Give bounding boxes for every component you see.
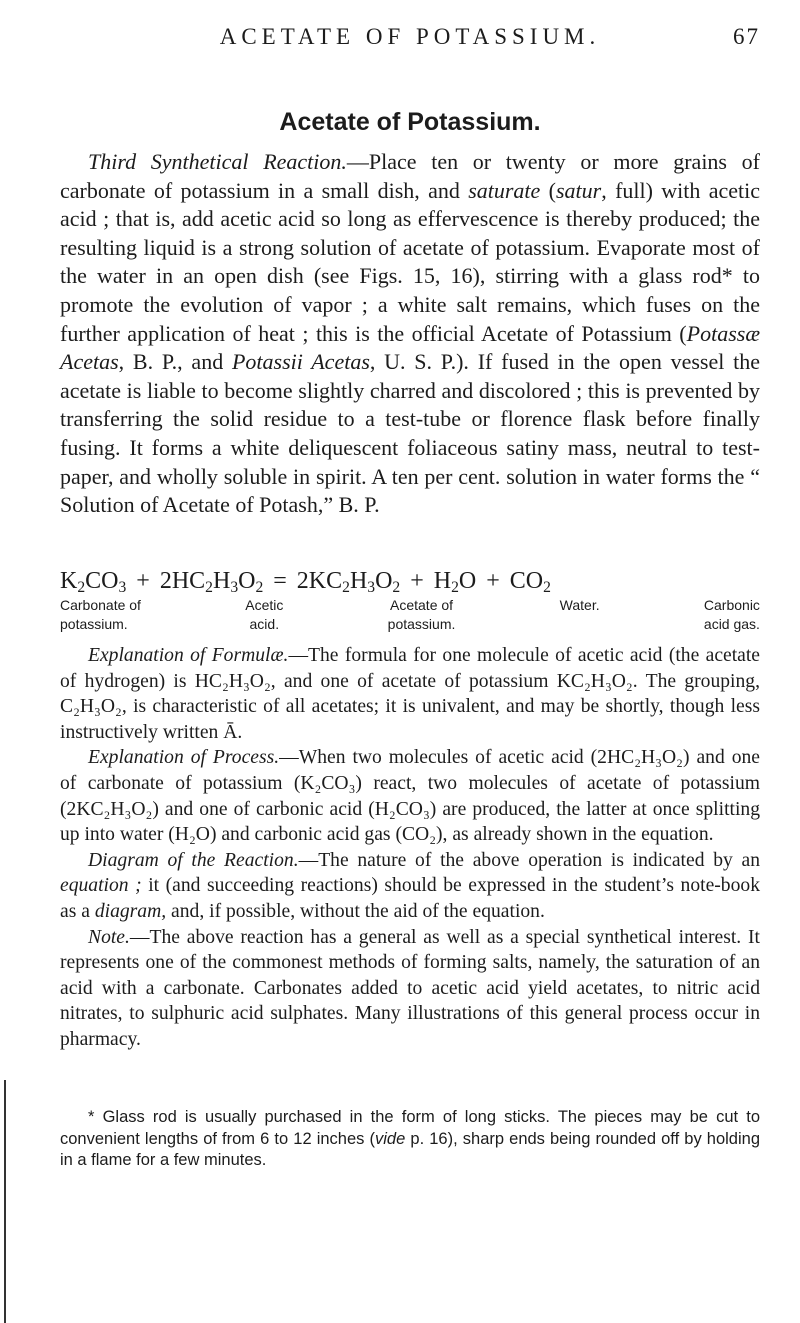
equation-operator: + — [136, 568, 150, 594]
paragraph-formulae: Explanation of Formulæ.—The formula for one molecule of acetic acid (the acetate of hydrogen) is HC₂H₃O₂, and one of acetate of potassium KC₂H₃O₂. The grouping, C₂H₃O₂, is characteristic of all acetates; it is univalent, and may be shortly, though less instructively written Ā. — [60, 645, 760, 743]
chemical-equation — [60, 566, 760, 634]
equation-term: $2HC_2H_3O_2$ — [159, 568, 264, 596]
explanation-section — [60, 643, 760, 1053]
equation-operator: + — [410, 568, 424, 594]
paragraph-lead: Note. — [88, 926, 130, 948]
equation-term: $H_2O$ — [433, 568, 477, 596]
equation-term: $2KC_2H_3O_2$ — [296, 568, 401, 596]
equation-line — [60, 566, 760, 596]
page-edge-shadow — [4, 1080, 6, 1323]
equation-operator: = — [273, 568, 287, 594]
equation-label: Carbonate of potassium. — [60, 597, 141, 632]
paragraph-process: Explanation of Process.—When two molecules of acetic acid (2HC₂H₃O₂) and one of carbonate of potassium (K₂CO₃) react, two molecules of acetate of potassium (2KC₂H₃O₂) and one of carbonic acid (H₂CO₃) are produced, the latter at once splitting up into water (H₂O) and carbonic acid gas (CO₂), as already shown in the equation. — [60, 747, 760, 846]
intro-section — [60, 148, 760, 520]
equation-labels — [60, 596, 760, 634]
paragraph-diagram: Diagram of the Reaction.—The nature of the above operation is indicated by an equation ; it (and succeeding reactions) should be expressed in the student’s note-book as a diagram, and, if possible, without the aid of the equation. — [60, 849, 761, 922]
footnote — [60, 1107, 760, 1172]
footnote-text: * Glass rod is usually purchased in the form of long sticks. The pieces may be cut to convenient lengths of from 6 to 12 inches (vide p. 16), sharp ends being rounded off by holding in a flame for a few minutes. — [60, 1108, 760, 1169]
paragraph-lead: Explanation of Formulæ. — [88, 645, 289, 666]
equation-label: Carbonic acid gas. — [703, 597, 760, 632]
equation-term: $CO_2$ — [509, 568, 551, 596]
paragraph-synthetical-reaction: Third Synthetical Reaction.—Place ten or twenty or more grains of carbonate of potassium in a small dish, and saturate (satur, full) with acetic acid ; that is, add acetic acid so long as effervescence is thereby produced; the resulting liquid is a strong solution of acetate of potassium. Evaporate most of the water in an open dish (see Figs. 15, 16), stirring with a glass rod* to promote the evolution of vapor ; a white salt remains, which fuses on the further application of heat ; this is the official Acetate of Potassium (Potassæ Acetas, B. P., and Potassii Acetas, U. S. P.). If fused in the open vessel the acetate is liable to become slightly charred and discolored ; this is prevented by transferring the solid residue to a test-tube or florence flask before finally fusing. It forms a white deliquescent foliaceous satiny mass, neutral to test-paper, and wholly soluble in spirit. A ten per cent. solution in water forms the “ Solution of Acetate of Potash,” B. P. — [60, 149, 761, 518]
equation-label: Acetic acid. — [245, 597, 284, 632]
running-head — [60, 24, 760, 50]
equation-term: $K_2CO_3$ — [60, 568, 127, 596]
page-number: 67 — [733, 24, 760, 49]
paragraph-lead: Third Synthetical Reaction. — [88, 149, 347, 174]
paragraph-lead: Diagram of the Reaction. — [88, 849, 299, 871]
section-title: Acetate of Potassium. — [279, 108, 541, 136]
paragraph-lead: Explanation of Process. — [88, 747, 280, 769]
equation-label: Acetate of potassium. — [387, 597, 456, 632]
running-title: ACETATE OF POTASSIUM. — [219, 24, 601, 49]
equation-label: Water. — [559, 597, 600, 613]
paragraph-note: Note.—The above reaction has a general as well as a special synthetical interest. It represents one of the commonest methods of forming salts, namely, the saturation of an acid with a carbonate. Carbonates added to acetic acid yield acetates, to nitric acid nitrates, to sulphuric acid sulphates. Many illustrations of this general process occur in pharmacy. — [60, 926, 760, 1050]
equation-operator: + — [486, 568, 500, 594]
